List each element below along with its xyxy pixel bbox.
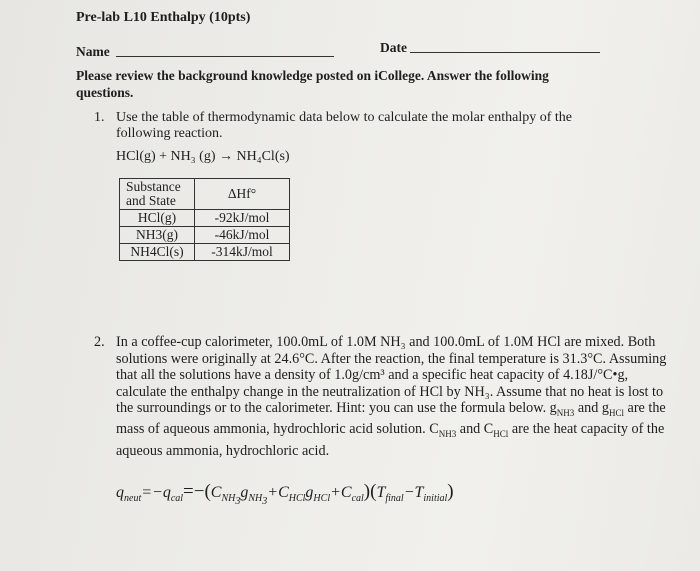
formula-sub-hcl-1: HCl — [288, 493, 306, 505]
formula-sub-initial: initial — [423, 493, 448, 505]
formula-end: ) — [447, 481, 454, 502]
hint-text-c: are the mass of aqueous ammonia, hydrochloric acid solution. C — [116, 400, 666, 438]
header-substance: Substance and State — [120, 179, 195, 210]
question-2-text — [116, 334, 674, 459]
thermo-data-table — [119, 178, 290, 261]
formula-plus2: + — [330, 484, 341, 501]
question-1-text: Use the table of thermodynamic data below to calculate the molar enthalpy of the following reaction. — [116, 110, 572, 141]
hint-sub-3: NH3 — [438, 429, 457, 440]
question-1-number: 1. — [94, 110, 105, 125]
hint-text-a: Hint: you can use the formula below. g — [336, 400, 557, 416]
hint-text-b: and g — [574, 400, 609, 416]
table-row — [120, 227, 290, 244]
formula-sub-neut: neut — [124, 493, 142, 505]
formula-t1: T — [376, 484, 386, 501]
formula-sub-cal: cal — [170, 493, 184, 505]
instructions: Please review the background knowledge posted on iCollege. Answer the following questions. — [76, 68, 549, 100]
formula-sub-nh3-2: NH3 — [248, 493, 268, 508]
question-2 — [94, 334, 674, 459]
substance-cell: HCl(g) — [120, 210, 195, 227]
question-2-number: 2. — [94, 334, 105, 350]
hint-sub-1: NH3 — [556, 407, 575, 418]
substance-cell: NH4Cl(s) — [120, 244, 195, 261]
hint-text-d: and C — [456, 421, 494, 438]
formula-q2: q — [162, 484, 171, 501]
name-label: Name — [76, 44, 110, 59]
formula-plus1: + — [267, 484, 279, 501]
date-label: Date — [380, 40, 407, 55]
formula-sub-final: final — [385, 493, 404, 505]
enthalpy-cell: -314kJ/mol — [195, 244, 290, 261]
formula-c3: C — [340, 484, 352, 501]
substance-cell: NH3(g) — [120, 227, 195, 244]
header-enthalpy: ΔHf° — [195, 179, 290, 210]
table-header-row — [120, 179, 290, 210]
table-row — [120, 244, 290, 261]
hint-sub-2: HCl — [608, 407, 624, 418]
formula-sub-hcl-2: HCl — [313, 493, 331, 505]
formula-g2: g — [305, 484, 314, 501]
hint-sub-4: HCl — [493, 429, 509, 440]
formula-g1: g — [240, 484, 249, 501]
formula-close: )( — [363, 481, 377, 502]
date-field-line[interactable] — [410, 52, 600, 53]
formula-q: q — [116, 484, 124, 501]
formula-t2: T — [414, 484, 424, 501]
formula-c1: C — [210, 484, 222, 501]
reaction-equation: HCl(g) + NH₃ (g) → NH₄Cl(s) — [116, 149, 290, 164]
enthalpy-cell: -92kJ/mol — [195, 210, 290, 227]
formula-c2: C — [278, 484, 289, 501]
formula-sub-cal-2: cal — [351, 493, 364, 505]
enthalpy-cell: -46kJ/mol — [195, 227, 290, 244]
formula-minus: − — [403, 484, 415, 501]
page-title: Pre-lab L10 Enthalpy (10pts) — [76, 10, 251, 25]
name-field-line[interactable] — [116, 56, 334, 57]
formula-eq2: =−( — [183, 481, 211, 502]
formula-sub-nh3-1: NH3 — [221, 493, 241, 508]
hint-text-e: are the heat capacity of the aqueous ammonia, hydrochloric acid. — [116, 421, 665, 459]
table-row — [120, 210, 290, 227]
question-1 — [94, 110, 604, 142]
formula-eq1: =− — [141, 484, 163, 501]
question-2-body: In a coffee-cup calorimeter, 100.0mL of 1.0M NH₃ and 100.0mL of 1.0M HCl are mixed. Both solutions were originally at 24.6°C. After the reaction, the final temperature is 31.3°C. Assuming that all the solutions have a density of 1.0g/cm³ and a specific heat capacity of 4.18J/°C•g, calculate the enthalpy change in the neutralization of HCl by NH₃. Assume that no heat is lost to the surroundings or to the calorimeter. — [116, 334, 667, 416]
enthalpy-formula — [116, 481, 454, 507]
